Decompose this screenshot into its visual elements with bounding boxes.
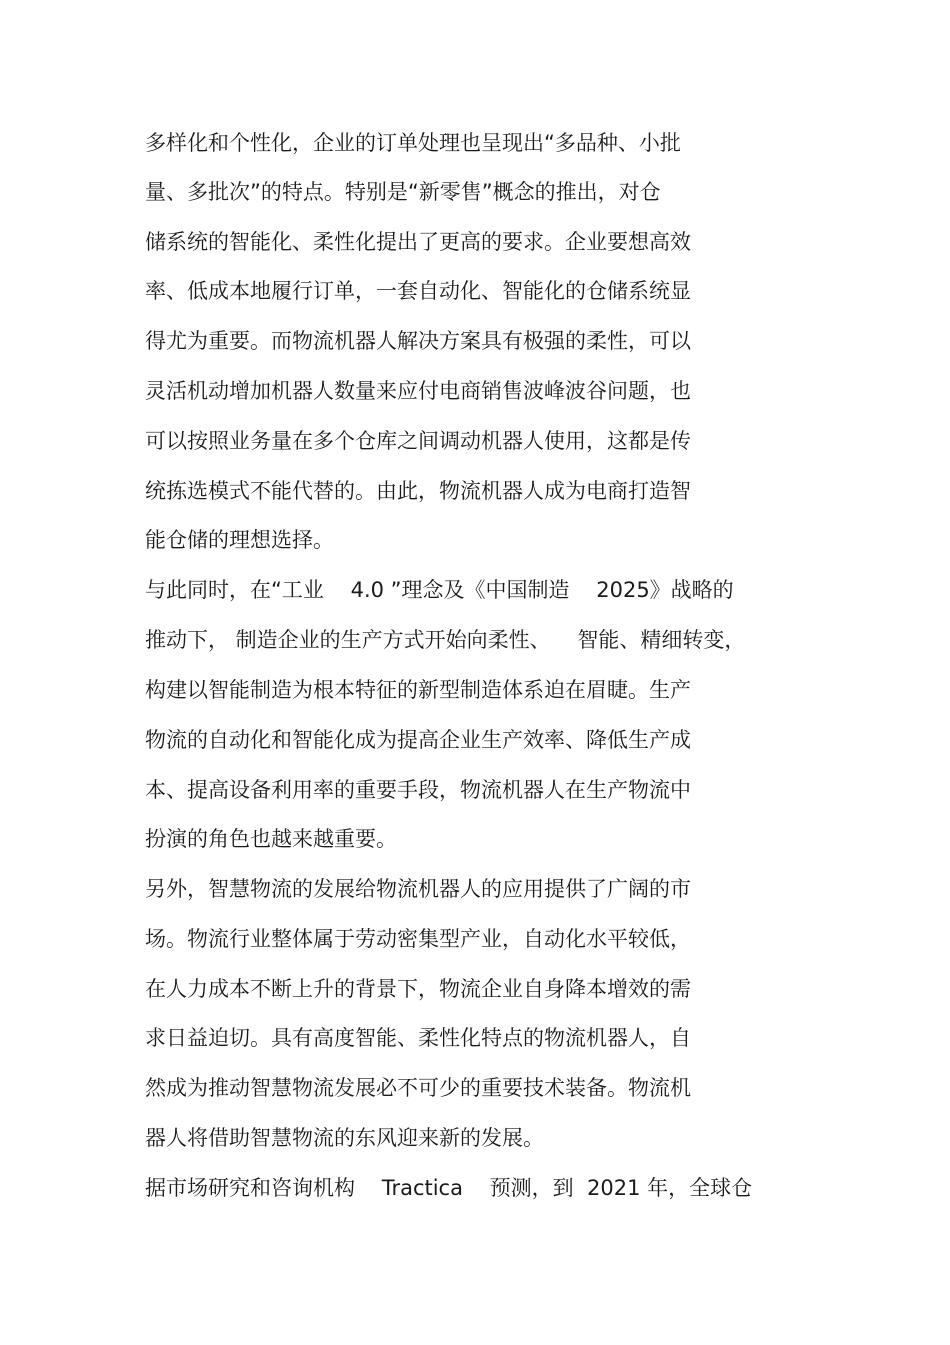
text-line: 率、低成本地履行订单，一套自动化、智能化的仓储系统显 [145,279,691,303]
text-line: 灵活机动增加机器人数量来应付电商销售波峰波谷问题，也 [145,379,691,403]
text-line: 得尤为重要。而物流机器人解决方案具有极强的柔性，可以 [145,329,691,353]
text-line: 另外，智慧物流的发展给物流机器人的应用提供了广阔的市 [145,877,691,901]
text-line: 与此同时，在“工业 4.0 ”理念及《中国制造 2025》战略的 [145,578,734,602]
text-line: 器人将借助智慧物流的东风迎来新的发展。 [145,1126,544,1150]
text-line: 扮演的角色也越来越重要。 [145,827,397,851]
text-line: 本、提高设备利用率的重要手段，物流机器人在生产物流中 [145,778,691,802]
text-line: 储系统的智能化、柔性化提出了更高的要求。企业要想高效 [145,230,691,254]
text-line: 能仓储的理想选择。 [145,528,334,552]
text-line: 然成为推动智慧物流发展必不可少的重要技术装备。物流机 [145,1076,691,1100]
text-line: 构建以智能制造为根本特征的新型制造体系迫在眉睫。生产 [145,678,691,702]
text-line: 物流的自动化和智能化成为提高企业生产效率、降低生产成 [145,728,691,752]
text-line: 在人力成本不断上升的背景下，物流企业自身降本增效的需 [145,977,691,1001]
text-line: 可以按照业务量在多个仓库之间调动机器人使用，这都是传 [145,429,691,453]
text-line: 推动下， 制造企业的生产方式开始向柔性、 智能、精细转变， [145,628,746,652]
text-line: 求日益迫切。具有高度智能、柔性化特点的物流机器人，自 [145,1026,691,1050]
text-line: 量、多批次”的特点。特别是“新零售”概念的推出，对仓 [145,180,661,204]
text-line: 统拣选模式不能代替的。由此，物流机器人成为电商打造智 [145,479,691,503]
text-line: 据市场研究和咨询机构 Tractica 预测，到 2021 年，全球仓 [145,1176,753,1200]
text-line: 多样化和个性化，企业的订单处理也呈现出“多品种、小批 [145,131,681,155]
text-line: 场。物流行业整体属于劳动密集型产业，自动化水平较低， [145,927,691,951]
